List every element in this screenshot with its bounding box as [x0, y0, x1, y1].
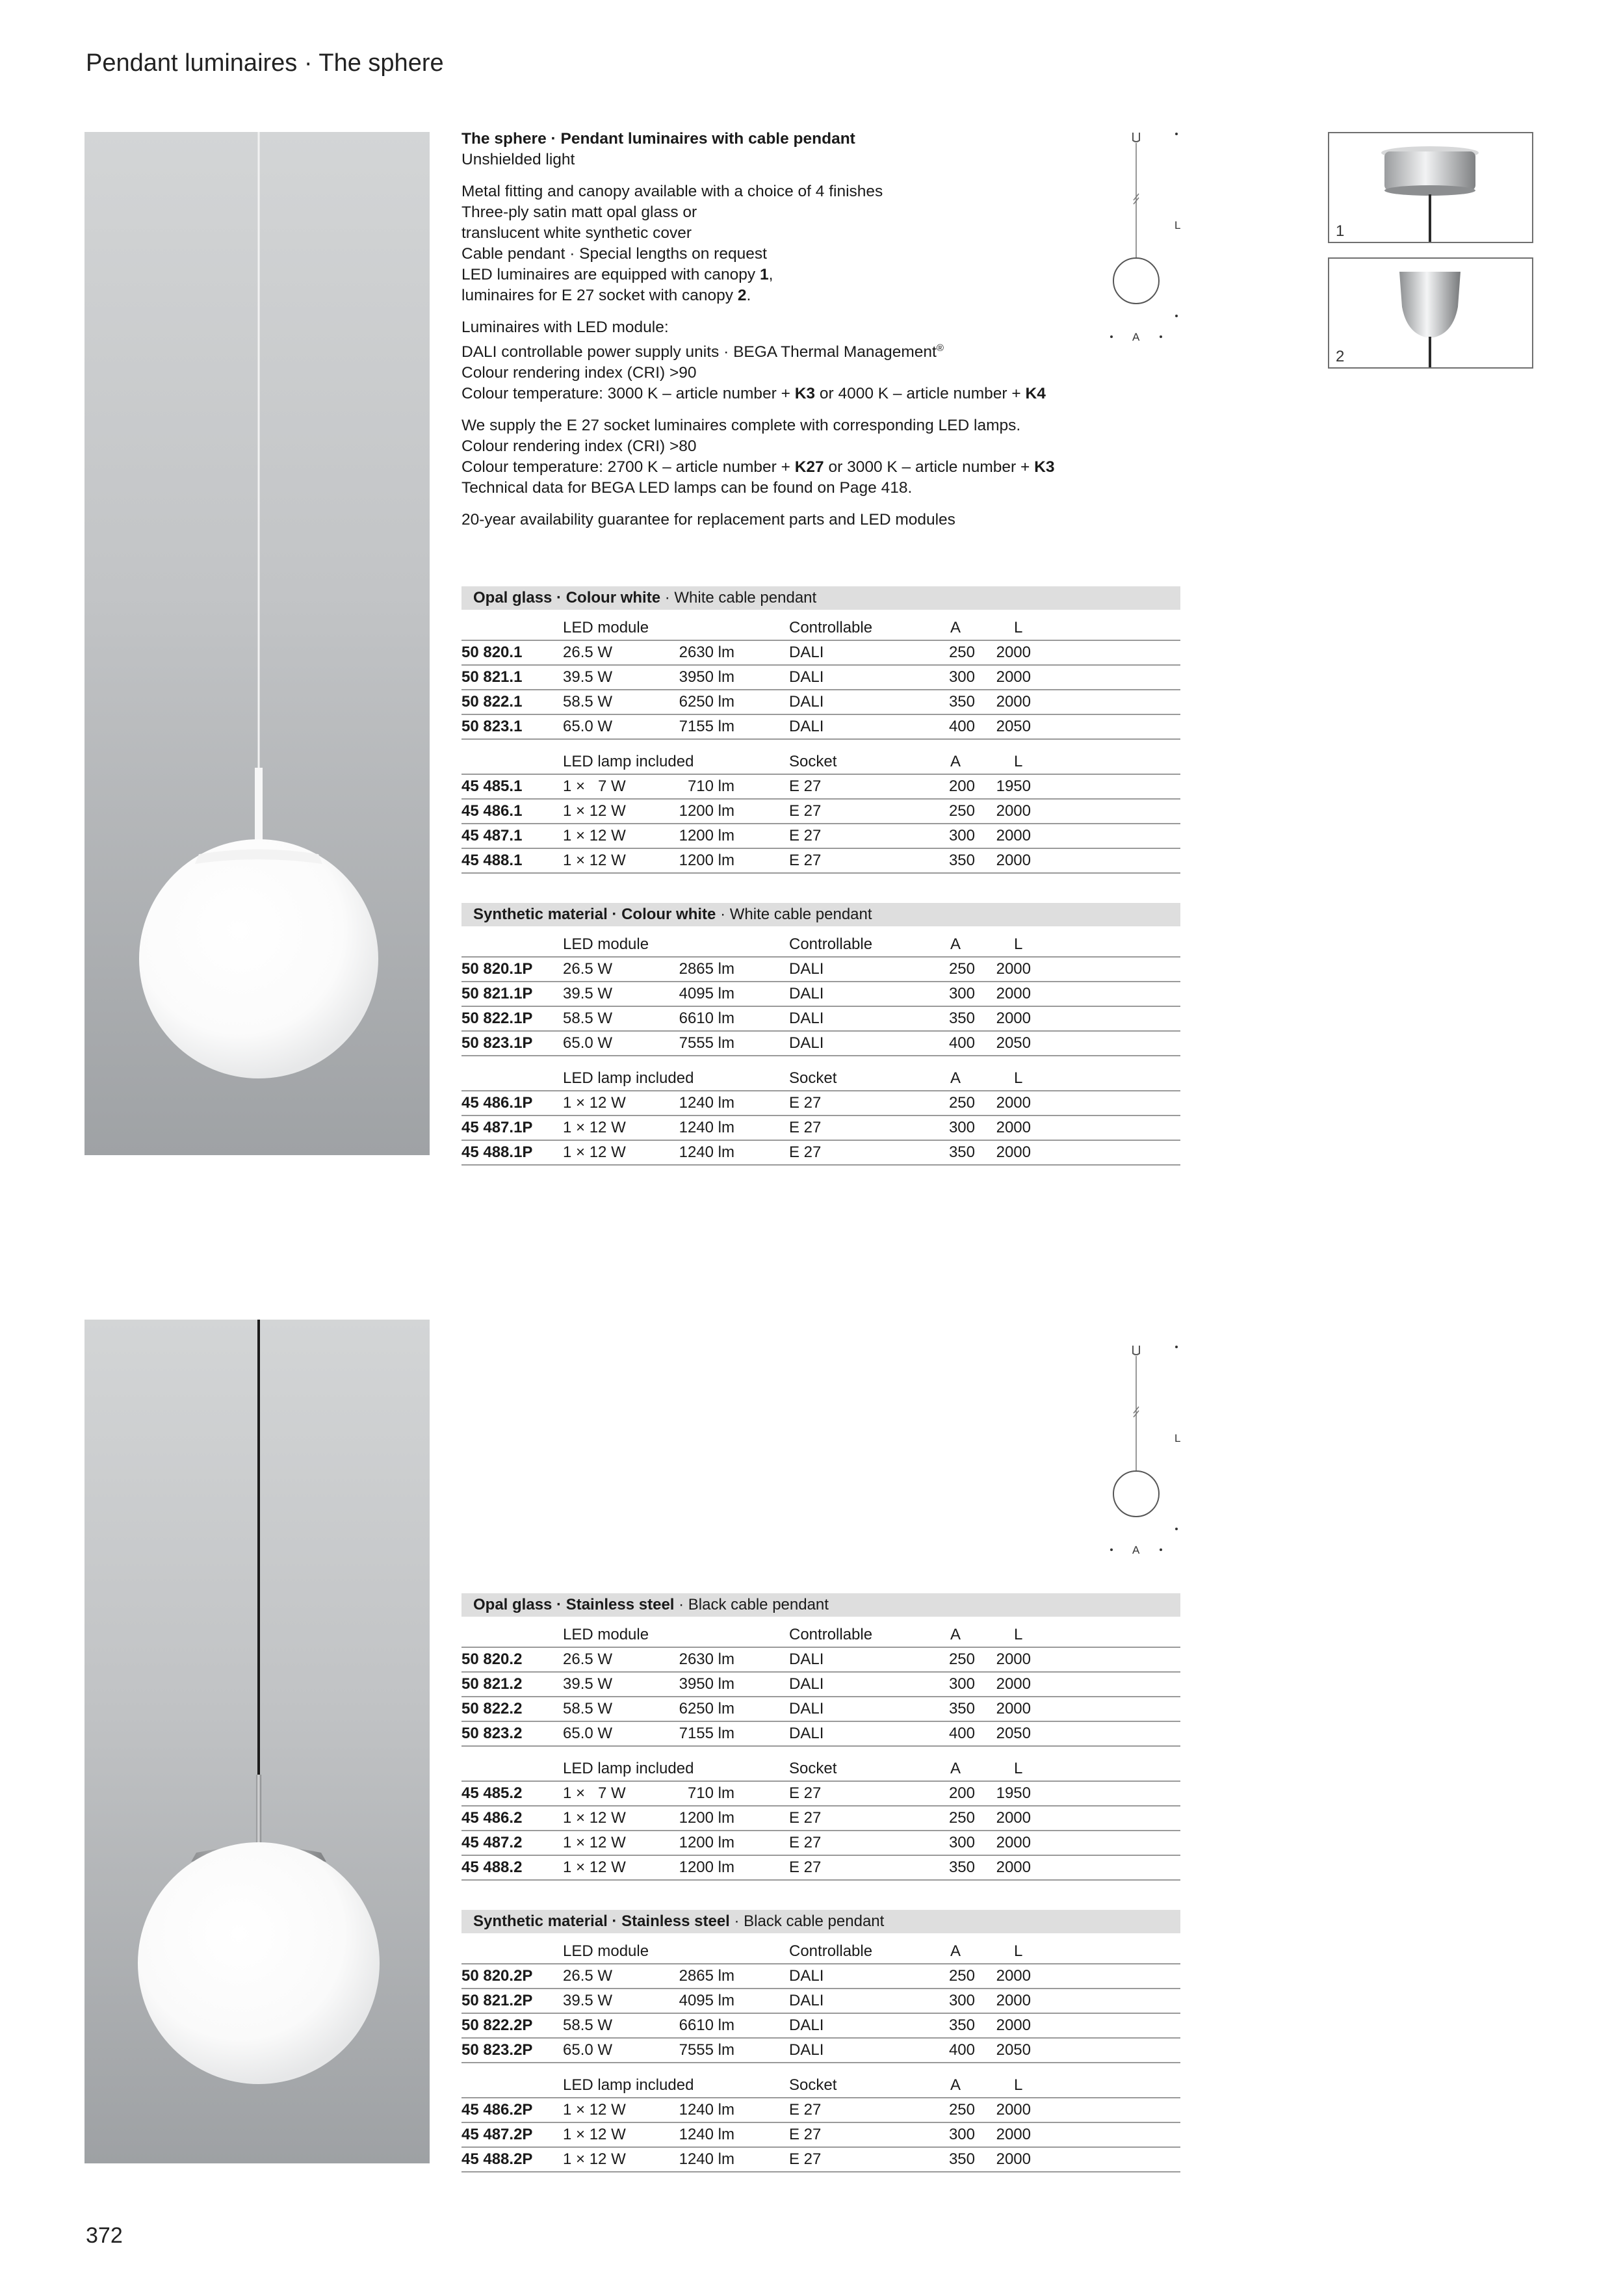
- luminous-flux: 1200 lm: [679, 802, 734, 820]
- article-number: 50 820.1P: [461, 960, 533, 978]
- page-number: 372: [86, 2223, 123, 2248]
- table-row: [461, 2039, 1180, 2063]
- wattage: 1 × 7 W: [563, 1784, 626, 1802]
- table-row: [461, 666, 1180, 690]
- table-row: [461, 775, 1180, 800]
- control-or-socket: E 27: [789, 1143, 822, 1161]
- table-title: [461, 903, 1180, 926]
- spec-table-synthetic-steel: [461, 1910, 1180, 2172]
- dimension-a: 300: [948, 827, 975, 844]
- dimension-a: 350: [948, 852, 975, 869]
- dimension-a: 350: [948, 2150, 975, 2168]
- table-row: [461, 1807, 1180, 1831]
- wattage: 58.5 W: [563, 1010, 613, 1027]
- table-title-pendant: · White cable pendant: [660, 589, 817, 607]
- table-row: [461, 1648, 1180, 1673]
- luminous-flux: 1200 lm: [679, 827, 734, 844]
- wattage: 65.0 W: [563, 718, 613, 735]
- dimension-label-length: L: [1175, 1432, 1181, 1444]
- luminous-flux: 1240 lm: [679, 2101, 734, 2119]
- control-or-socket: DALI: [789, 1010, 824, 1027]
- luminous-flux: 1240 lm: [679, 2126, 734, 2143]
- wattage: 1 × 12 W: [563, 2126, 626, 2143]
- dimension-l: 2050: [996, 718, 1031, 735]
- wattage: 39.5 W: [563, 1992, 613, 2009]
- table-title-material: Opal glass · Stainless steel: [473, 1596, 675, 1613]
- wattage: 58.5 W: [563, 1700, 613, 1717]
- product-description: [461, 129, 1098, 541]
- control-or-socket: E 27: [789, 777, 822, 795]
- dimension-a: 250: [948, 1094, 975, 1112]
- table-title-material: Opal glass · Colour white: [473, 589, 661, 607]
- features-paragraph: [461, 181, 1098, 306]
- spec-table-opal-white: [461, 586, 1180, 874]
- table-title-material: Synthetic material · Colour white: [473, 906, 716, 923]
- feature-line: LED luminaires are equipped with canopy 1,: [461, 266, 773, 283]
- control-or-socket: DALI: [789, 2016, 824, 2034]
- dimension-a: 350: [948, 1143, 975, 1161]
- article-number: 50 821.1: [461, 668, 523, 686]
- wattage: 65.0 W: [563, 1034, 613, 1052]
- luminous-flux: 1200 lm: [679, 1809, 734, 1827]
- dimension-l: 2050: [996, 2041, 1031, 2059]
- control-or-socket: DALI: [789, 1725, 824, 1742]
- dimension-a: 250: [948, 1809, 975, 1827]
- control-or-socket: E 27: [789, 1119, 822, 1136]
- column-header-row: [461, 2074, 1180, 2098]
- luminous-flux: 1200 lm: [679, 1834, 734, 1851]
- column-header: L: [1014, 2076, 1023, 2094]
- control-or-socket: E 27: [789, 852, 822, 869]
- control-or-socket: DALI: [789, 1967, 824, 1985]
- wattage: 1 × 12 W: [563, 1119, 626, 1136]
- column-header: LED module: [563, 619, 649, 636]
- wattage: 1 × 12 W: [563, 2101, 626, 2119]
- wattage: 26.5 W: [563, 1967, 613, 1985]
- dimension-a: 400: [948, 1034, 975, 1052]
- dimension-a: 250: [948, 802, 975, 820]
- dimension-l: 2000: [996, 2101, 1031, 2119]
- control-or-socket: DALI: [789, 668, 824, 686]
- column-header-row: [461, 933, 1180, 958]
- dimension-label-length: L: [1175, 219, 1181, 231]
- wattage: 1 × 7 W: [563, 777, 626, 795]
- dimension-l: 2050: [996, 1034, 1031, 1052]
- article-number: 50 820.1: [461, 644, 523, 661]
- wattage: 1 × 12 W: [563, 1143, 626, 1161]
- control-or-socket: E 27: [789, 2101, 822, 2119]
- luminous-flux: 6610 lm: [679, 2016, 734, 2034]
- table-row: [461, 1673, 1180, 1697]
- article-number: 50 823.2: [461, 1725, 523, 1742]
- table-row: [461, 2014, 1180, 2039]
- canopy-2-image: [1328, 257, 1533, 369]
- column-header: Controllable: [789, 935, 873, 953]
- article-number: 50 822.2: [461, 1700, 523, 1717]
- table-row: [461, 958, 1180, 982]
- dimension-l: 1950: [996, 777, 1031, 795]
- control-or-socket: E 27: [789, 1784, 822, 1802]
- dimension-label-diameter: A: [1132, 331, 1140, 343]
- canopy-number: 2: [1336, 348, 1345, 365]
- dimension-a: 400: [948, 2041, 975, 2059]
- article-number: 50 822.2P: [461, 2016, 533, 2034]
- control-or-socket: E 27: [789, 1809, 822, 1827]
- control-or-socket: DALI: [789, 985, 824, 1002]
- control-or-socket: E 27: [789, 1834, 822, 1851]
- luminous-flux: 6250 lm: [679, 1700, 734, 1717]
- column-header-row: [461, 1623, 1180, 1648]
- luminous-flux: 7155 lm: [679, 1725, 734, 1742]
- dimension-a: 400: [948, 718, 975, 735]
- product-photo-white-pendant: [84, 132, 430, 1155]
- article-number: 45 486.1: [461, 802, 523, 820]
- feature-line: Metal fitting and canopy available with a choice of 4 finishes: [461, 183, 883, 200]
- dimension-a: 200: [948, 777, 975, 795]
- table-row: [461, 1141, 1180, 1166]
- luminous-flux: 1240 lm: [679, 1094, 734, 1112]
- column-header: A: [950, 1069, 961, 1087]
- article-number: 50 820.2P: [461, 1967, 533, 1985]
- table-title-pendant: · White cable pendant: [716, 906, 872, 923]
- article-number: 45 485.1: [461, 777, 523, 795]
- column-header: LED module: [563, 1942, 649, 1960]
- dimension-l: 2000: [996, 827, 1031, 844]
- table-title-pendant: · Black cable pendant: [729, 1912, 885, 1930]
- control-or-socket: DALI: [789, 2041, 824, 2059]
- control-or-socket: DALI: [789, 1034, 824, 1052]
- dimension-a: 300: [948, 2126, 975, 2143]
- article-number: 45 487.1P: [461, 1119, 533, 1136]
- dimension-l: 2000: [996, 852, 1031, 869]
- control-or-socket: DALI: [789, 718, 824, 735]
- luminous-flux: 6250 lm: [679, 693, 734, 711]
- column-header: L: [1014, 753, 1023, 770]
- luminous-flux: 3950 lm: [679, 1675, 734, 1693]
- luminous-flux: 7555 lm: [679, 1034, 734, 1052]
- luminous-flux: 1200 lm: [679, 852, 734, 869]
- table-title-pendant: · Black cable pendant: [674, 1596, 829, 1613]
- article-number: 50 822.1P: [461, 1010, 533, 1027]
- table-row: [461, 1964, 1180, 1989]
- wattage: 1 × 12 W: [563, 1859, 626, 1876]
- table-title: [461, 1593, 1180, 1617]
- feature-line: Cable pendant · Special lengths on request: [461, 245, 767, 263]
- luminous-flux: 3950 lm: [679, 668, 734, 686]
- luminous-flux: 2630 lm: [679, 1650, 734, 1668]
- dimension-a: 250: [948, 960, 975, 978]
- dimension-l: 2000: [996, 1809, 1031, 1827]
- column-header: LED lamp included: [563, 1069, 694, 1087]
- article-number: 45 486.2: [461, 1809, 523, 1827]
- dimension-l: 2050: [996, 1725, 1031, 1742]
- luminous-flux: 4095 lm: [679, 985, 734, 1002]
- product-heading: The sphere · Pendant luminaires with cable pendant: [461, 130, 855, 148]
- dimension-a: 250: [948, 644, 975, 661]
- table-row: [461, 641, 1180, 666]
- column-header: LED lamp included: [563, 2076, 694, 2094]
- dimension-a: 300: [948, 668, 975, 686]
- table-row: [461, 1697, 1180, 1722]
- article-number: 50 823.1: [461, 718, 523, 735]
- dimension-a: 350: [948, 1700, 975, 1717]
- dimension-l: 2000: [996, 2150, 1031, 2168]
- table-row: [461, 715, 1180, 740]
- luminous-flux: 7155 lm: [679, 718, 734, 735]
- article-number: 50 821.2: [461, 1675, 523, 1693]
- table-row: [461, 2148, 1180, 2172]
- dimension-l: 2000: [996, 2016, 1031, 2034]
- dimension-l: 2000: [996, 960, 1031, 978]
- table-row: [461, 849, 1180, 874]
- luminous-flux: 4095 lm: [679, 1992, 734, 2009]
- dimension-l: 2000: [996, 1650, 1031, 1668]
- dimension-a: 250: [948, 2101, 975, 2119]
- dimension-l: 2000: [996, 1834, 1031, 1851]
- article-number: 45 488.1: [461, 852, 523, 869]
- table-row: [461, 1032, 1180, 1056]
- article-number: 45 486.2P: [461, 2101, 533, 2119]
- table-row: [461, 1989, 1180, 2014]
- dimension-a: 400: [948, 1725, 975, 1742]
- wattage: 1 × 12 W: [563, 852, 626, 869]
- table-row: [461, 824, 1180, 849]
- article-number: 50 821.1P: [461, 985, 533, 1002]
- control-or-socket: DALI: [789, 1992, 824, 2009]
- dimension-l: 2000: [996, 644, 1031, 661]
- table-row: [461, 2123, 1180, 2148]
- wattage: 65.0 W: [563, 2041, 613, 2059]
- table-row: [461, 2098, 1180, 2123]
- column-header: LED module: [563, 935, 649, 953]
- column-header: Controllable: [789, 1626, 873, 1643]
- dimension-a: 300: [948, 985, 975, 1002]
- dimension-l: 2000: [996, 802, 1031, 820]
- column-header: LED lamp included: [563, 1760, 694, 1777]
- canopy-number: 1: [1336, 222, 1345, 240]
- article-number: 45 488.1P: [461, 1143, 533, 1161]
- feature-line: Three-ply satin matt opal glass or: [461, 203, 697, 221]
- article-number: 50 823.2P: [461, 2041, 533, 2059]
- dimension-drawing: [1102, 1340, 1186, 1561]
- column-header: L: [1014, 1626, 1023, 1643]
- column-header: A: [950, 2076, 961, 2094]
- dimension-l: 2000: [996, 1700, 1031, 1717]
- wattage: 1 × 12 W: [563, 802, 626, 820]
- wattage: 39.5 W: [563, 1675, 613, 1693]
- column-header: L: [1014, 619, 1023, 636]
- control-or-socket: E 27: [789, 827, 822, 844]
- control-or-socket: E 27: [789, 1094, 822, 1112]
- article-number: 50 823.1P: [461, 1034, 533, 1052]
- dimension-drawing: [1102, 127, 1186, 348]
- column-header: A: [950, 1626, 961, 1643]
- column-header-row: [461, 1067, 1180, 1091]
- table-row: [461, 1722, 1180, 1747]
- dimension-a: 350: [948, 1010, 975, 1027]
- canopy-1-image: [1328, 132, 1533, 243]
- article-number: 45 486.1P: [461, 1094, 533, 1112]
- e27-paragraph: We supply the E 27 socket luminaires complete with corresponding LED lamps. Colour rendering index (CRI) >80 Colour temperature: 2700 K – article number + K27 or 3000 K – article number + K3 Technical data for BEGA LED lamps can be found on Page 418.: [461, 417, 1055, 497]
- guarantee-paragraph: 20-year availability guarantee for replacement parts and LED modules: [461, 511, 955, 529]
- wattage: 39.5 W: [563, 985, 613, 1002]
- led-module-paragraph: Luminaires with LED module: DALI controllable power supply units · BEGA Thermal Management® Colour rendering index (CRI) >90 Colour temperature: 3000 K – article number + K3 or 4000 K – article number + K4: [461, 319, 1046, 403]
- control-or-socket: E 27: [789, 2150, 822, 2168]
- luminous-flux: 1240 lm: [679, 1143, 734, 1161]
- control-or-socket: E 27: [789, 2126, 822, 2143]
- column-header: Controllable: [789, 1942, 873, 1960]
- dimension-a: 300: [948, 1834, 975, 1851]
- dimension-a: 350: [948, 2016, 975, 2034]
- article-number: 50 821.2P: [461, 1992, 533, 2009]
- wattage: 1 × 12 W: [563, 1094, 626, 1112]
- dimension-a: 250: [948, 1650, 975, 1668]
- wattage: 65.0 W: [563, 1725, 613, 1742]
- column-header-row: [461, 616, 1180, 641]
- dimension-a: 250: [948, 1967, 975, 1985]
- steel-pendant-illustration: [84, 1320, 430, 2163]
- control-or-socket: DALI: [789, 1700, 824, 1717]
- luminous-flux: 1240 lm: [679, 2150, 734, 2168]
- product-subheading: Unshielded light: [461, 151, 575, 168]
- column-header: A: [950, 1760, 961, 1777]
- control-or-socket: DALI: [789, 644, 824, 661]
- article-number: 45 487.2: [461, 1834, 523, 1851]
- article-number: 45 487.1: [461, 827, 523, 844]
- article-number: 45 488.2P: [461, 2150, 533, 2168]
- control-or-socket: DALI: [789, 960, 824, 978]
- table-row: [461, 1782, 1180, 1807]
- column-header-row: [461, 1757, 1180, 1782]
- luminous-flux: 2865 lm: [679, 960, 734, 978]
- column-header-row: [461, 750, 1180, 775]
- table-title: [461, 1910, 1180, 1933]
- table-row: [461, 1116, 1180, 1141]
- spec-table-synthetic-white: [461, 903, 1180, 1166]
- wattage: 26.5 W: [563, 1650, 613, 1668]
- wattage: 39.5 W: [563, 668, 613, 686]
- column-header: Socket: [789, 753, 837, 770]
- column-header: Socket: [789, 1069, 837, 1087]
- control-or-socket: E 27: [789, 1859, 822, 1876]
- dimension-label-diameter: A: [1132, 1544, 1140, 1556]
- table-row: [461, 1007, 1180, 1032]
- dimension-l: 2000: [996, 1119, 1031, 1136]
- column-header: L: [1014, 1942, 1023, 1960]
- dimension-a: 300: [948, 1675, 975, 1693]
- feature-line: luminaires for E 27 socket with canopy 2.: [461, 287, 751, 304]
- luminous-flux: 1240 lm: [679, 1119, 734, 1136]
- dimension-l: 2000: [996, 1675, 1031, 1693]
- product-photo-steel-pendant: [84, 1320, 430, 2163]
- table-title-material: Synthetic material · Stainless steel: [473, 1912, 730, 1930]
- column-header: L: [1014, 1760, 1023, 1777]
- dimension-l: 2000: [996, 1992, 1031, 2009]
- luminous-flux: 2865 lm: [679, 1967, 734, 1985]
- dimension-l: 2000: [996, 693, 1031, 711]
- column-header: Controllable: [789, 619, 873, 636]
- article-number: 45 488.2: [461, 1859, 523, 1876]
- table-row: [461, 800, 1180, 824]
- column-header: A: [950, 619, 961, 636]
- control-or-socket: E 27: [789, 802, 822, 820]
- wattage: 26.5 W: [563, 960, 613, 978]
- luminous-flux: 710 lm: [687, 1784, 734, 1802]
- article-number: 50 820.2: [461, 1650, 523, 1668]
- column-header: L: [1014, 935, 1023, 953]
- table-row: [461, 1091, 1180, 1116]
- table-row: [461, 690, 1180, 715]
- wattage: 1 × 12 W: [563, 2150, 626, 2168]
- page-title: Pendant luminaires · The sphere: [86, 49, 444, 77]
- dimension-a: 350: [948, 693, 975, 711]
- column-header-row: [461, 1940, 1180, 1964]
- feature-line: translucent white synthetic cover: [461, 224, 692, 242]
- luminous-flux: 1200 lm: [679, 1859, 734, 1876]
- wattage: 1 × 12 W: [563, 1809, 626, 1827]
- article-number: 45 485.2: [461, 1784, 523, 1802]
- wattage: 26.5 W: [563, 644, 613, 661]
- column-header: A: [950, 753, 961, 770]
- table-row: [461, 1856, 1180, 1881]
- dimension-a: 350: [948, 1859, 975, 1876]
- article-number: 45 487.2P: [461, 2126, 533, 2143]
- control-or-socket: DALI: [789, 693, 824, 711]
- wattage: 1 × 12 W: [563, 827, 626, 844]
- table-title: [461, 586, 1180, 610]
- luminous-flux: 6610 lm: [679, 1010, 734, 1027]
- dimension-l: 1950: [996, 1784, 1031, 1802]
- table-row: [461, 982, 1180, 1007]
- dimension-l: 2000: [996, 1010, 1031, 1027]
- dimension-l: 2000: [996, 1967, 1031, 1985]
- dimension-a: 300: [948, 1119, 975, 1136]
- wattage: 58.5 W: [563, 693, 613, 711]
- wattage: 1 × 12 W: [563, 1834, 626, 1851]
- control-or-socket: DALI: [789, 1675, 824, 1693]
- luminous-flux: 2630 lm: [679, 644, 734, 661]
- luminous-flux: 7555 lm: [679, 2041, 734, 2059]
- control-or-socket: DALI: [789, 1650, 824, 1668]
- column-header: Socket: [789, 2076, 837, 2094]
- column-header: A: [950, 935, 961, 953]
- dimension-l: 2000: [996, 1143, 1031, 1161]
- column-header: LED module: [563, 1626, 649, 1643]
- column-header: Socket: [789, 1760, 837, 1777]
- luminous-flux: 710 lm: [687, 777, 734, 795]
- column-header: L: [1014, 1069, 1023, 1087]
- column-header: LED lamp included: [563, 753, 694, 770]
- white-pendant-illustration: [84, 132, 430, 1155]
- dimension-l: 2000: [996, 2126, 1031, 2143]
- spec-table-opal-steel: [461, 1593, 1180, 1881]
- article-number: 50 822.1: [461, 693, 523, 711]
- dimension-l: 2000: [996, 1859, 1031, 1876]
- column-header: A: [950, 1942, 961, 1960]
- dimension-l: 2000: [996, 1094, 1031, 1112]
- wattage: 58.5 W: [563, 2016, 613, 2034]
- dimension-l: 2000: [996, 985, 1031, 1002]
- dimension-a: 300: [948, 1992, 975, 2009]
- table-row: [461, 1831, 1180, 1856]
- dimension-a: 200: [948, 1784, 975, 1802]
- dimension-l: 2000: [996, 668, 1031, 686]
